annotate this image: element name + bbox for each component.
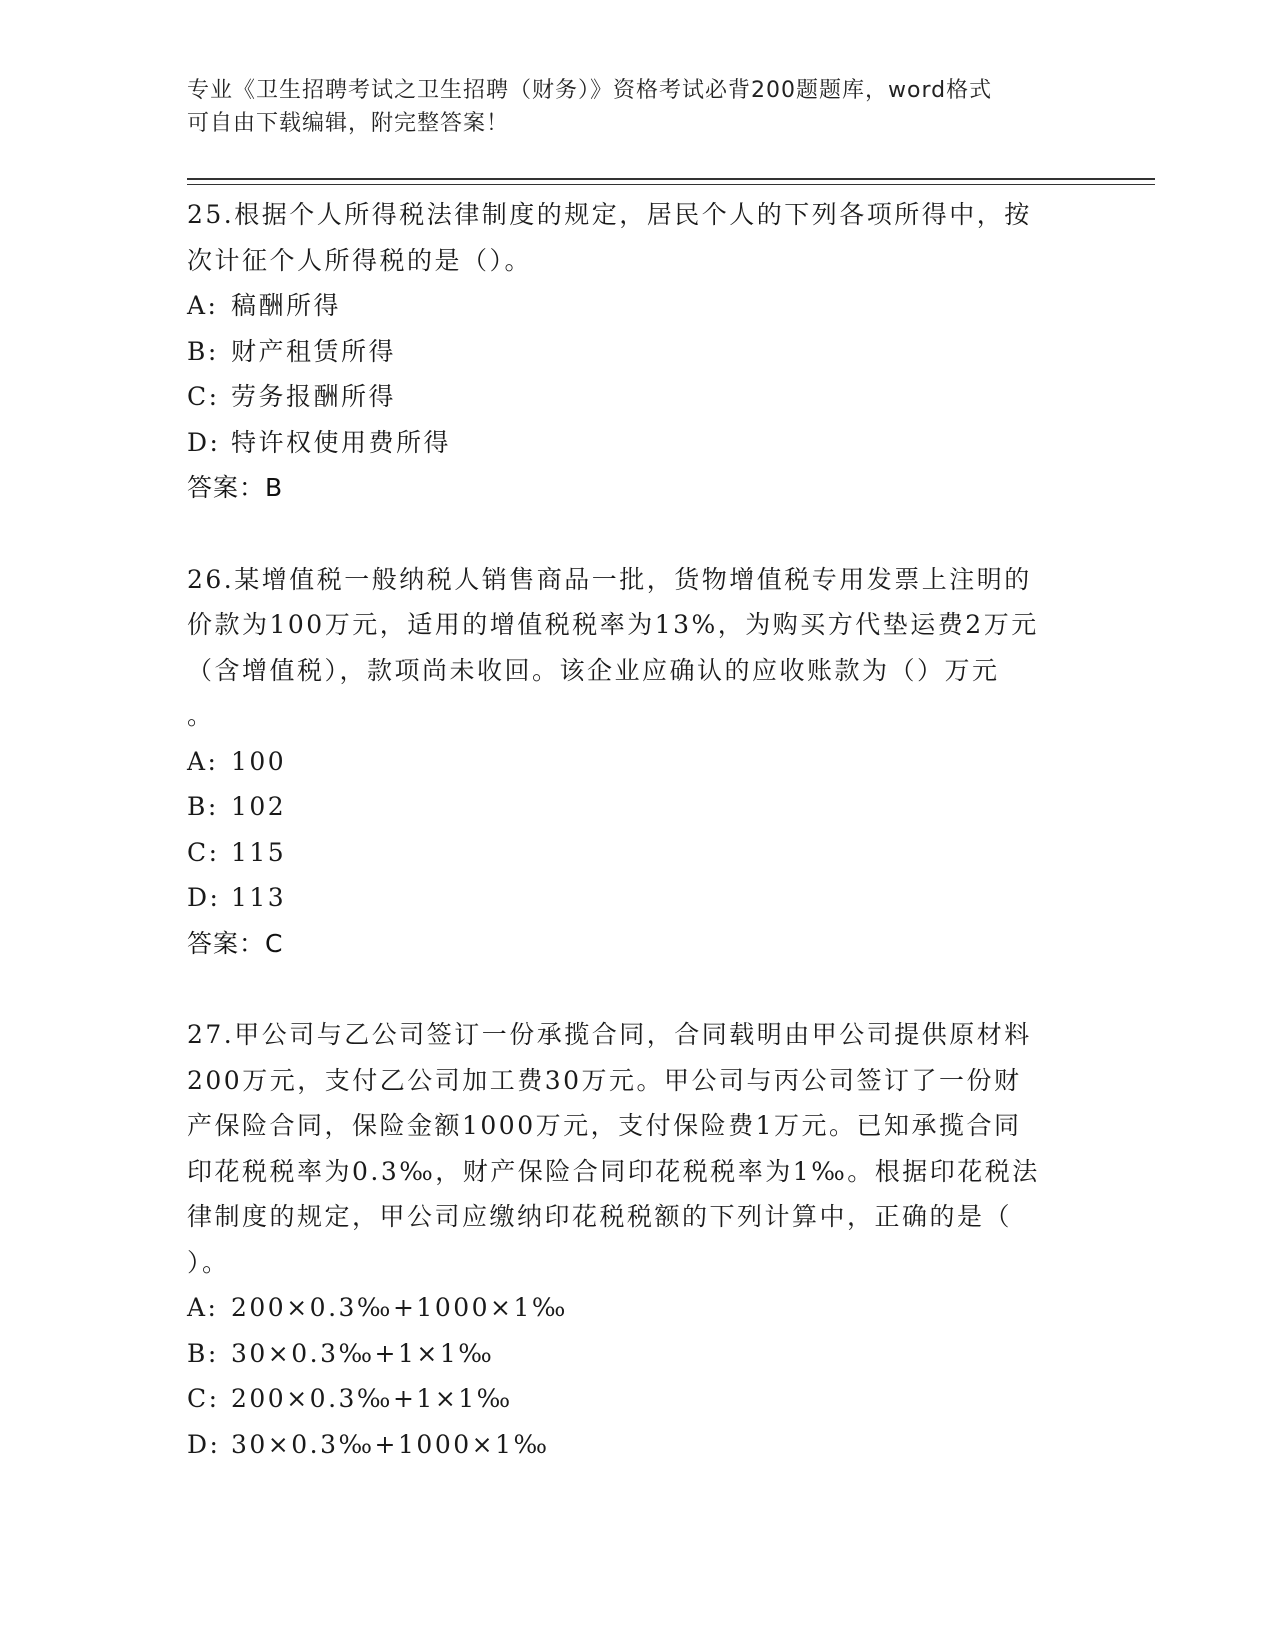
question-stem: （含增值税），款项尚未收回。该企业应确认的应收账款为（）万元 bbox=[187, 655, 1000, 685]
option-b bbox=[187, 1331, 1087, 1377]
option-a bbox=[187, 1285, 1087, 1331]
question-list bbox=[187, 192, 1087, 1513]
answer-label: 答案：C bbox=[187, 928, 284, 958]
option-key: A: bbox=[187, 291, 219, 320]
option-text: 劳务报酬所得 bbox=[231, 382, 397, 411]
option-d bbox=[187, 420, 1087, 466]
option-key: B: bbox=[187, 792, 219, 821]
header-line: 专业《卫生招聘考试之卫生招聘（财务）》资格考试必背200题题库，word格式 bbox=[187, 78, 993, 103]
option-key: C: bbox=[187, 837, 220, 867]
question-stem: 价款为100万元，适用的增值税税率为13%，为购买方代垫运费2万元 bbox=[187, 610, 1039, 639]
header-divider bbox=[187, 178, 1155, 180]
question-stem: 产保险合同，保险金额1000万元，支付保险费1万元。已知承揽合同 bbox=[187, 1111, 1022, 1140]
question-stem: 。 bbox=[187, 701, 215, 730]
header-line: 可自由下载编辑，附完整答案！ bbox=[187, 111, 510, 136]
option-text: 30×0.3‰+1000×1‰ bbox=[231, 1429, 550, 1459]
header-divider-thin bbox=[187, 184, 1155, 185]
question-26 bbox=[187, 557, 1087, 967]
option-text: 财产租赁所得 bbox=[231, 336, 397, 366]
option-key: D: bbox=[187, 427, 221, 457]
question-stem: 27.甲公司与乙公司签订一份承揽合同，合同载明由甲公司提供原材料 bbox=[187, 1020, 1032, 1049]
question-stem: 律制度的规定，甲公司应缴纳印花税税额的下列计算中，正确的是（ bbox=[187, 1202, 1013, 1231]
option-b bbox=[187, 784, 1087, 830]
option-a bbox=[187, 283, 1087, 329]
option-text: 115 bbox=[231, 837, 287, 867]
answer-label: 答案：B bbox=[187, 473, 284, 502]
option-text: 特许权使用费所得 bbox=[231, 427, 452, 457]
option-text: 30×0.3‰+1×1‰ bbox=[231, 1338, 495, 1368]
option-c bbox=[187, 374, 1087, 420]
question-25 bbox=[187, 192, 1087, 511]
question-27 bbox=[187, 1012, 1087, 1467]
option-d bbox=[187, 875, 1087, 921]
option-key: C: bbox=[187, 382, 220, 411]
option-key: A: bbox=[187, 746, 219, 776]
option-text: 稿酬所得 bbox=[231, 291, 342, 320]
option-key: D: bbox=[187, 1429, 221, 1459]
option-c bbox=[187, 830, 1087, 876]
option-key: A: bbox=[187, 1293, 219, 1322]
option-b bbox=[187, 329, 1087, 375]
option-key: C: bbox=[187, 1384, 220, 1413]
option-text: 200×0.3‰+1000×1‰ bbox=[231, 1293, 568, 1322]
option-text: 113 bbox=[231, 883, 287, 912]
option-text: 100 bbox=[231, 746, 287, 776]
question-stem: 26.某增值税一般纳税人销售商品一批，货物增值税专用发票上注明的 bbox=[187, 564, 1032, 594]
question-stem: 200万元，支付乙公司加工费30万元。甲公司与丙公司签订了一份财 bbox=[187, 1065, 1022, 1095]
question-stem: ）。 bbox=[187, 1247, 230, 1277]
question-stem: 25.根据个人所得税法律制度的规定，居民个人的下列各项所得中，按 bbox=[187, 200, 1032, 229]
option-text: 102 bbox=[231, 792, 287, 821]
question-stem: 次计征个人所得税的是（）。 bbox=[187, 245, 533, 275]
option-a bbox=[187, 739, 1087, 785]
option-d bbox=[187, 1422, 1087, 1468]
option-key: B: bbox=[187, 1338, 219, 1368]
option-text: 200×0.3‰+1×1‰ bbox=[231, 1384, 513, 1413]
document-header bbox=[187, 74, 1077, 140]
question-stem: 印花税税率为0.3‰，财产保险合同印花税税率为1‰。根据印花税法 bbox=[187, 1156, 1040, 1186]
option-c bbox=[187, 1376, 1087, 1422]
option-key: D: bbox=[187, 883, 221, 912]
option-key: B: bbox=[187, 336, 219, 366]
